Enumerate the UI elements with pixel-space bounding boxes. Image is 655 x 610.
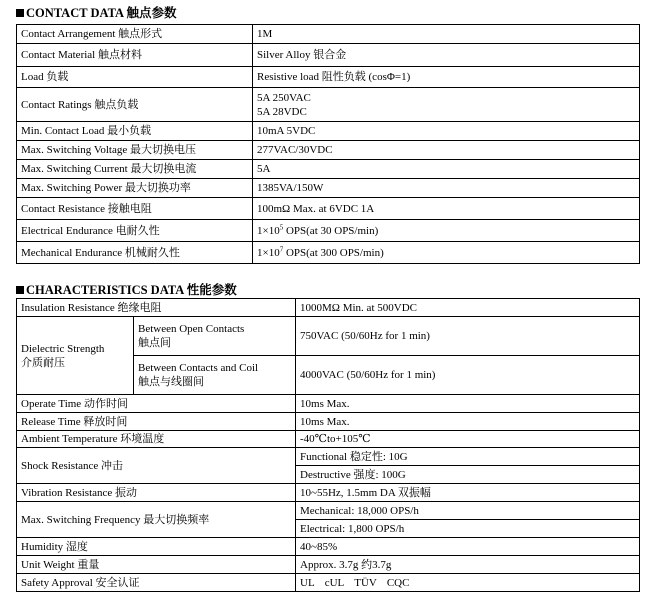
contact-data-title — [16, 6, 177, 20]
contact-data-table — [16, 24, 640, 264]
param-label: Max. Switching Current 最大切换电流 — [17, 160, 253, 179]
param-value: 750VAC (50/60Hz for 1 min) — [296, 317, 640, 356]
endurance-base: 1×10 — [257, 224, 280, 237]
endurance-base: 1×10 — [257, 246, 280, 259]
approval-tuv: TÜV — [354, 576, 377, 589]
param-value: Electrical: 1,800 OPS/h — [296, 520, 640, 538]
dielectric-strength-label — [17, 317, 134, 395]
param-label: Contact Arrangement 触点形式 — [17, 25, 253, 44]
table-row — [17, 25, 640, 44]
contacts-coil-cn: 触点与线圈间 — [138, 376, 204, 388]
param-value — [253, 88, 640, 122]
endurance-exponent: 5 — [279, 222, 284, 231]
param-label: Max. Switching Frequency 最大切换频率 — [17, 502, 296, 538]
contact-title-en: CONTACT DATA — [26, 6, 124, 20]
approval-cqc: CQC — [386, 576, 410, 589]
param-value: 277VAC/30VDC — [253, 141, 640, 160]
table-row — [17, 484, 640, 502]
table-row — [17, 122, 640, 141]
approval-ul: UL — [300, 576, 315, 589]
contacts-coil-en: Between Contacts and Coil — [138, 362, 259, 374]
table-row — [17, 179, 640, 198]
table-row — [17, 395, 640, 413]
table-row — [17, 242, 640, 264]
table-row — [17, 141, 640, 160]
table-row — [17, 556, 640, 574]
table-row — [17, 160, 640, 179]
square-bullet-icon — [16, 9, 24, 17]
dielectric-label-en: Dielectric Strength — [21, 342, 105, 355]
param-value: 40~85% — [296, 538, 640, 556]
square-bullet-icon — [16, 286, 24, 294]
table-row — [17, 317, 640, 356]
table-row — [17, 67, 640, 88]
table-row — [17, 88, 640, 122]
open-contacts-en: Between Open Contacts — [138, 323, 245, 335]
param-value: 1385VA/150W — [253, 179, 640, 198]
param-value: 100mΩ Max. at 6VDC 1A — [253, 198, 640, 220]
param-label: Shock Resistance 冲击 — [17, 448, 296, 484]
rating-line: 5A 28VDC — [257, 105, 307, 118]
param-value: 5A — [253, 160, 640, 179]
param-value: Silver Alloy 银合金 — [253, 44, 640, 67]
param-label: Max. Switching Power 最大切换功率 — [17, 179, 253, 198]
param-label: Contact Ratings 触点负载 — [17, 88, 253, 122]
table-row — [17, 448, 640, 466]
param-label: Load 负载 — [17, 67, 253, 88]
table-row — [17, 198, 640, 220]
param-value: Functional 稳定性: 10G — [296, 448, 640, 466]
param-label: Max. Switching Voltage 最大切换电压 — [17, 141, 253, 160]
characteristics-title-cn: 性能参数 — [186, 283, 237, 297]
param-label: Humidity 湿度 — [17, 538, 296, 556]
approval-cul: cUL — [324, 576, 345, 589]
endurance-exponent: 7 — [279, 244, 284, 253]
param-label: Contact Resistance 接触电阻 — [17, 198, 253, 220]
contact-title-cn: 触点参数 — [126, 6, 177, 20]
table-row — [17, 574, 640, 592]
param-value: 10ms Max. — [296, 395, 640, 413]
table-row — [17, 299, 640, 317]
rating-line: 5A 250VAC — [257, 91, 311, 104]
param-label: Electrical Endurance 电耐久性 — [17, 220, 253, 242]
param-value: -40℃to+105℃ — [296, 431, 640, 448]
param-value: Resistive load 阻性负载 (cosΦ=1) — [253, 67, 640, 88]
open-contacts-label — [134, 317, 296, 356]
table-row — [17, 413, 640, 431]
param-label: Mechanical Endurance 机械耐久性 — [17, 242, 253, 264]
param-label: Ambient Temperature 环境温度 — [17, 431, 296, 448]
characteristics-data-title — [16, 283, 237, 297]
param-value: 10mA 5VDC — [253, 122, 640, 141]
param-value: 10~55Hz, 1.5mm DA 双振幅 — [296, 484, 640, 502]
table-row — [17, 44, 640, 67]
param-label: Contact Material 触点材料 — [17, 44, 253, 67]
param-value: 4000VAC (50/60Hz for 1 min) — [296, 356, 640, 395]
param-value: Destructive 强度: 100G — [296, 466, 640, 484]
endurance-tail: OPS(at 30 OPS/min) — [283, 224, 379, 237]
table-row — [17, 502, 640, 520]
contacts-coil-label — [134, 356, 296, 395]
safety-approvals — [296, 574, 640, 592]
param-value: Approx. 3.7g 约3.7g — [296, 556, 640, 574]
table-row — [17, 431, 640, 448]
param-label: Safety Approval 安全认证 — [17, 574, 296, 592]
characteristics-data-table — [16, 298, 640, 592]
param-value: 10ms Max. — [296, 413, 640, 431]
param-value: Mechanical: 18,000 OPS/h — [296, 502, 640, 520]
open-contacts-cn: 触点间 — [138, 337, 171, 349]
param-label: Release Time 释放时间 — [17, 413, 296, 431]
param-label: Min. Contact Load 最小负载 — [17, 122, 253, 141]
param-value: 1000MΩ Min. at 500VDC — [296, 299, 640, 317]
param-label: Vibration Resistance 振动 — [17, 484, 296, 502]
param-label: Operate Time 动作时间 — [17, 395, 296, 413]
characteristics-title-en: CHARACTERISTICS DATA — [26, 283, 184, 297]
endurance-tail: OPS(at 300 OPS/min) — [283, 246, 384, 259]
param-label: Insulation Resistance 绝缘电阻 — [17, 299, 296, 317]
param-label: Unit Weight 重量 — [17, 556, 296, 574]
param-value — [253, 242, 640, 264]
param-value: 1M — [253, 25, 640, 44]
table-row — [17, 220, 640, 242]
dielectric-label-cn: 介质耐压 — [21, 356, 65, 369]
table-row — [17, 538, 640, 556]
param-value — [253, 220, 640, 242]
